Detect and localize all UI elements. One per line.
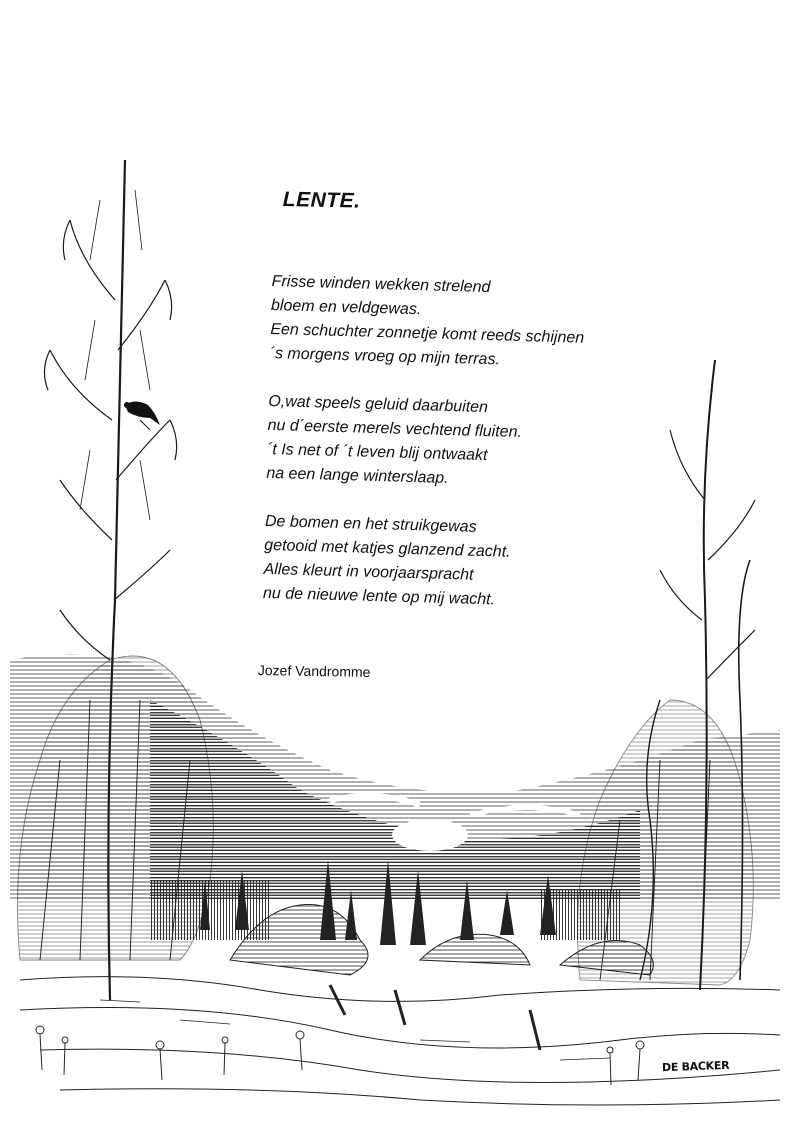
poem-line: Een schuchter zonnetje komt reeds schijnen (270, 320, 585, 347)
poem-line: Alles kleurt in voorjaarspracht (263, 560, 474, 584)
poem-line: na een lange winterslaap. (266, 464, 449, 488)
poem-line: O,wat speels geluid daarbuiten (268, 392, 489, 417)
stanza-1 (269, 270, 692, 378)
sun-cloud (392, 819, 468, 851)
stanza-3 (263, 510, 686, 618)
right-shrub (578, 700, 754, 985)
poem-line: bloem en veldgewas. (270, 296, 422, 319)
ground (20, 977, 780, 1105)
poem-author: Jozef Vandromme (257, 662, 371, 680)
bird-icon (124, 402, 160, 431)
poem-line: De bomen en het struikgewas (264, 512, 477, 536)
artist-signature: DE BACKER (661, 1058, 730, 1075)
poem-line: nu d´eerste merels vechtend fluiten. (267, 416, 523, 442)
poem-line: nu de nieuwe lente op mij wacht. (262, 584, 496, 609)
poem-line: Frisse winden wekken strelend (271, 272, 491, 297)
poem-line: ´t Is net of ´t leven blij ontwaakt (266, 440, 488, 465)
poem-line: ´s morgens vroeg op mijn terras. (269, 344, 501, 369)
poem-line: getooid met katjes glanzend zacht. (264, 536, 511, 561)
stanza-2 (266, 390, 689, 498)
foreground-flowers (36, 1026, 644, 1085)
poem-body (262, 270, 692, 642)
poem-title: LENTE. (282, 188, 361, 213)
